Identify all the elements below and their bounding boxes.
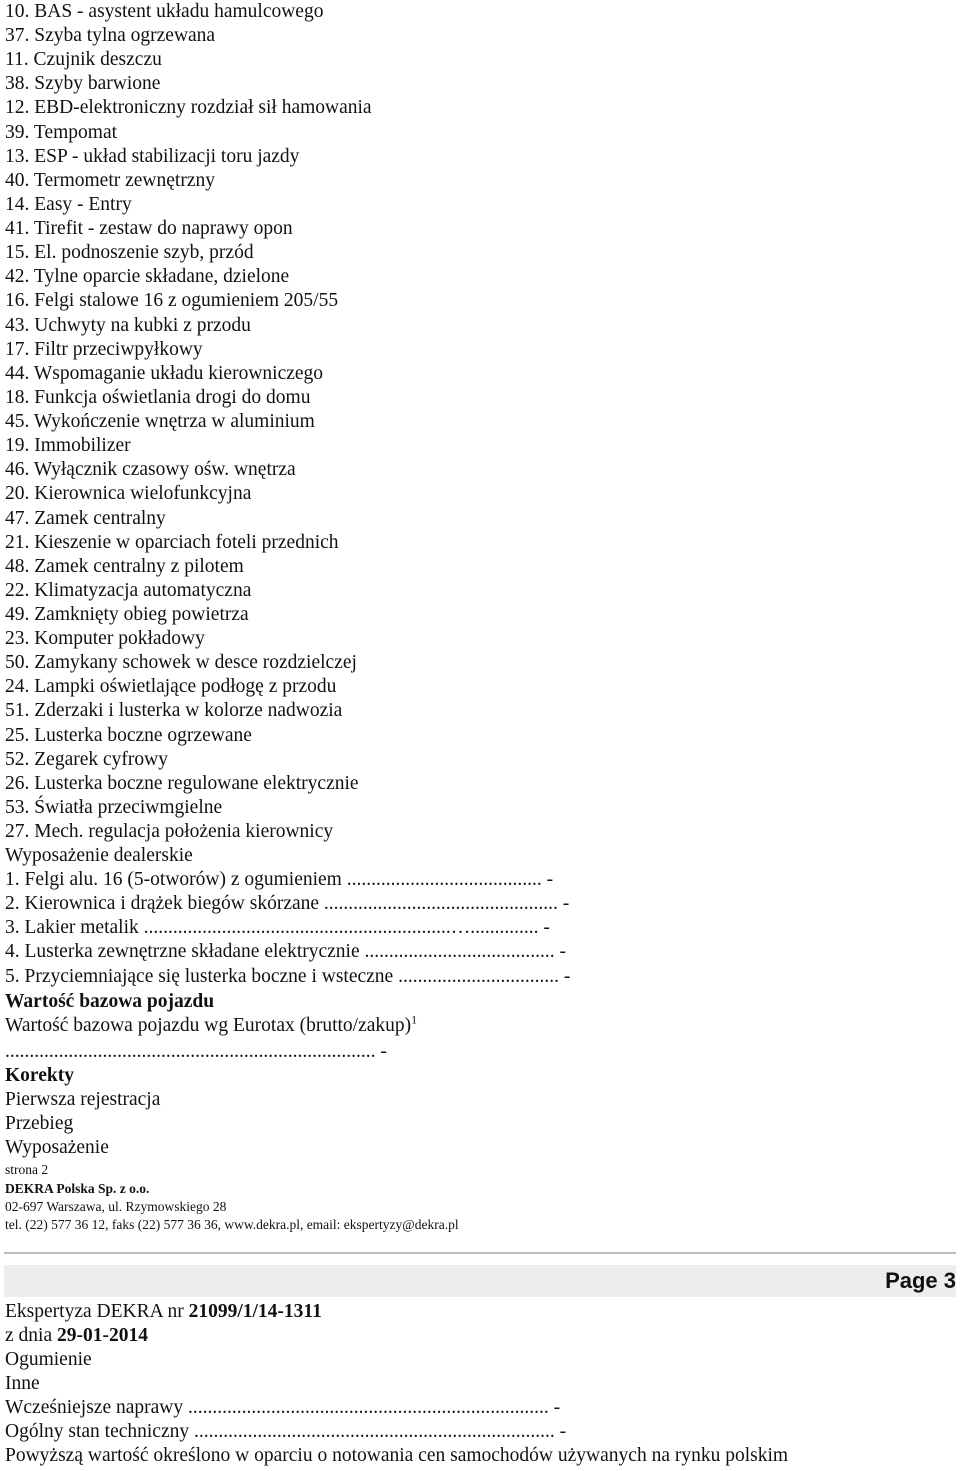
equipment-item: 10. BAS - asystent układu hamulcowego: [5, 1, 324, 22]
footer-contact: tel. (22) 577 36 12, faks (22) 577 36 36, www.dekra.pl, email: ekspertyzy@dekra.pl: [5, 1217, 459, 1232]
dealer-item-4: 4. Lusterka zewnętrzne składane elektrycznie ....................................... -: [5, 941, 566, 962]
dealer-item-1: 1. Felgi alu. 16 (5-otworów) z ogumieniem ........................................ -: [5, 869, 554, 890]
equipment-item: 45. Wykończenie wnętrza w aluminium: [5, 411, 315, 432]
equipment-item: 16. Felgi stalowe 16 z ogumieniem 205/55: [5, 290, 339, 311]
base-value-label: Wartość bazowa pojazdu wg Eurotax (brutto/zakup): [5, 1015, 412, 1036]
equipment-item: 52. Zegarek cyfrowy: [5, 749, 168, 770]
page-divider: [4, 1252, 956, 1254]
correction-equipment: Wyposażenie: [5, 1137, 109, 1158]
equipment-item: 11. Czujnik deszczu: [5, 49, 162, 70]
equipment-item: 51. Zderzaki i lusterka w kolorze nadwozia: [5, 700, 343, 721]
equipment-item: 24. Lampki oświetlające podłogę z przodu: [5, 676, 337, 697]
base-value-label-line: [5, 1014, 417, 1038]
dealer-item-2: 2. Kierownica i drążek biegów skórzane ................................................ -: [5, 893, 570, 914]
other-line: Inne: [5, 1373, 40, 1394]
tyres-line: Ogumienie: [5, 1349, 92, 1370]
footer-page-number: strona 2: [5, 1162, 49, 1177]
dealer-item-5: 5. Przyciemniające się lusterka boczne i wsteczne ................................. -: [5, 966, 571, 987]
equipment-item: 49. Zamknięty obieg powietrza: [5, 604, 249, 625]
equipment-item: 25. Lusterka boczne ogrzewane: [5, 725, 252, 746]
page-label: Page 3: [885, 1268, 956, 1293]
equipment-item: 26. Lusterka boczne regulowane elektrycznie: [5, 773, 359, 794]
corrections-heading: Korekty: [5, 1065, 74, 1086]
equipment-item: 20. Kierownica wielofunkcyjna: [5, 483, 252, 504]
equipment-item: 39. Tempomat: [5, 122, 118, 143]
technical-condition-line: Ogólny stan techniczny .......................................................................... -: [5, 1421, 567, 1442]
equipment-item: 43. Uchwyty na kubki z przodu: [5, 315, 251, 336]
base-value-dots: ............................................................................ -: [5, 1041, 387, 1062]
equipment-item: 19. Immobilizer: [5, 435, 131, 456]
previous-repairs-line: Wcześniejsze naprawy .......................................................................... -: [5, 1397, 561, 1418]
equipment-item: 18. Funkcja oświetlania drogi do domu: [5, 387, 311, 408]
equipment-item: 46. Wyłącznik czasowy ośw. wnętrza: [5, 459, 296, 480]
equipment-item: 44. Wspomaganie układu kierowniczego: [5, 363, 324, 384]
valuation-note-line: Powyższą wartość określono w oparciu o notowania cen samochodów używanych na rynku polskim: [5, 1445, 789, 1466]
expertise-number: 21099/1/14-1311: [188, 1301, 322, 1322]
correction-mileage: Przebieg: [5, 1113, 74, 1134]
equipment-item: 38. Szyby barwione: [5, 73, 161, 94]
equipment-item: 22. Klimatyzacja automatyczna: [5, 580, 252, 601]
equipment-item: 15. El. podnoszenie szyb, przód: [5, 242, 254, 263]
correction-first-registration: Pierwsza rejestracja: [5, 1089, 161, 1110]
date-prefix: z dnia: [5, 1325, 57, 1346]
equipment-item: 42. Tylne oparcie składane, dzielone: [5, 266, 290, 287]
equipment-item: 48. Zamek centralny z pilotem: [5, 556, 244, 577]
equipment-item: 50. Zamykany schowek w desce rozdzielczej: [5, 652, 357, 673]
equipment-item: 12. EBD-elektroniczny rozdział sił hamowania: [5, 97, 372, 118]
date-value: 29-01-2014: [56, 1325, 148, 1346]
equipment-item: 53. Światła przeciwmgielne: [5, 797, 223, 818]
equipment-item: 47. Zamek centralny: [5, 508, 166, 529]
expertise-prefix: Ekspertyza DEKRA nr: [5, 1301, 189, 1322]
date-line: [5, 1324, 148, 1348]
dealer-section-title: Wyposażenie dealerskie: [5, 845, 193, 866]
footer-address: 02-697 Warszawa, ul. Rzymowskiego 28: [5, 1199, 227, 1214]
footer-company: DEKRA Polska Sp. z o.o.: [5, 1181, 150, 1196]
dealer-item-3: 3. Lakier metalik ...............................................................….............. -: [5, 917, 550, 938]
equipment-item: 40. Termometr zewnętrzny: [5, 170, 215, 191]
equipment-item: 17. Filtr przeciwpyłkowy: [5, 339, 203, 360]
equipment-item: 14. Easy - Entry: [5, 194, 132, 215]
equipment-item: 27. Mech. regulacja położenia kierownicy: [5, 821, 334, 842]
equipment-item: 41. Tirefit - zestaw do naprawy opon: [5, 218, 293, 239]
equipment-item: 37. Szyba tylna ogrzewana: [5, 25, 216, 46]
equipment-item: 13. ESP - układ stabilizacji toru jazdy: [5, 146, 300, 167]
footnote-mark: 1: [411, 1012, 418, 1027]
equipment-item: 21. Kieszenie w oparciach foteli przednich: [5, 532, 339, 553]
equipment-item: 23. Komputer pokładowy: [5, 628, 205, 649]
page-header-band: [4, 1265, 956, 1297]
base-value-heading: Wartość bazowa pojazdu: [5, 991, 215, 1012]
expertise-line: [5, 1300, 322, 1324]
